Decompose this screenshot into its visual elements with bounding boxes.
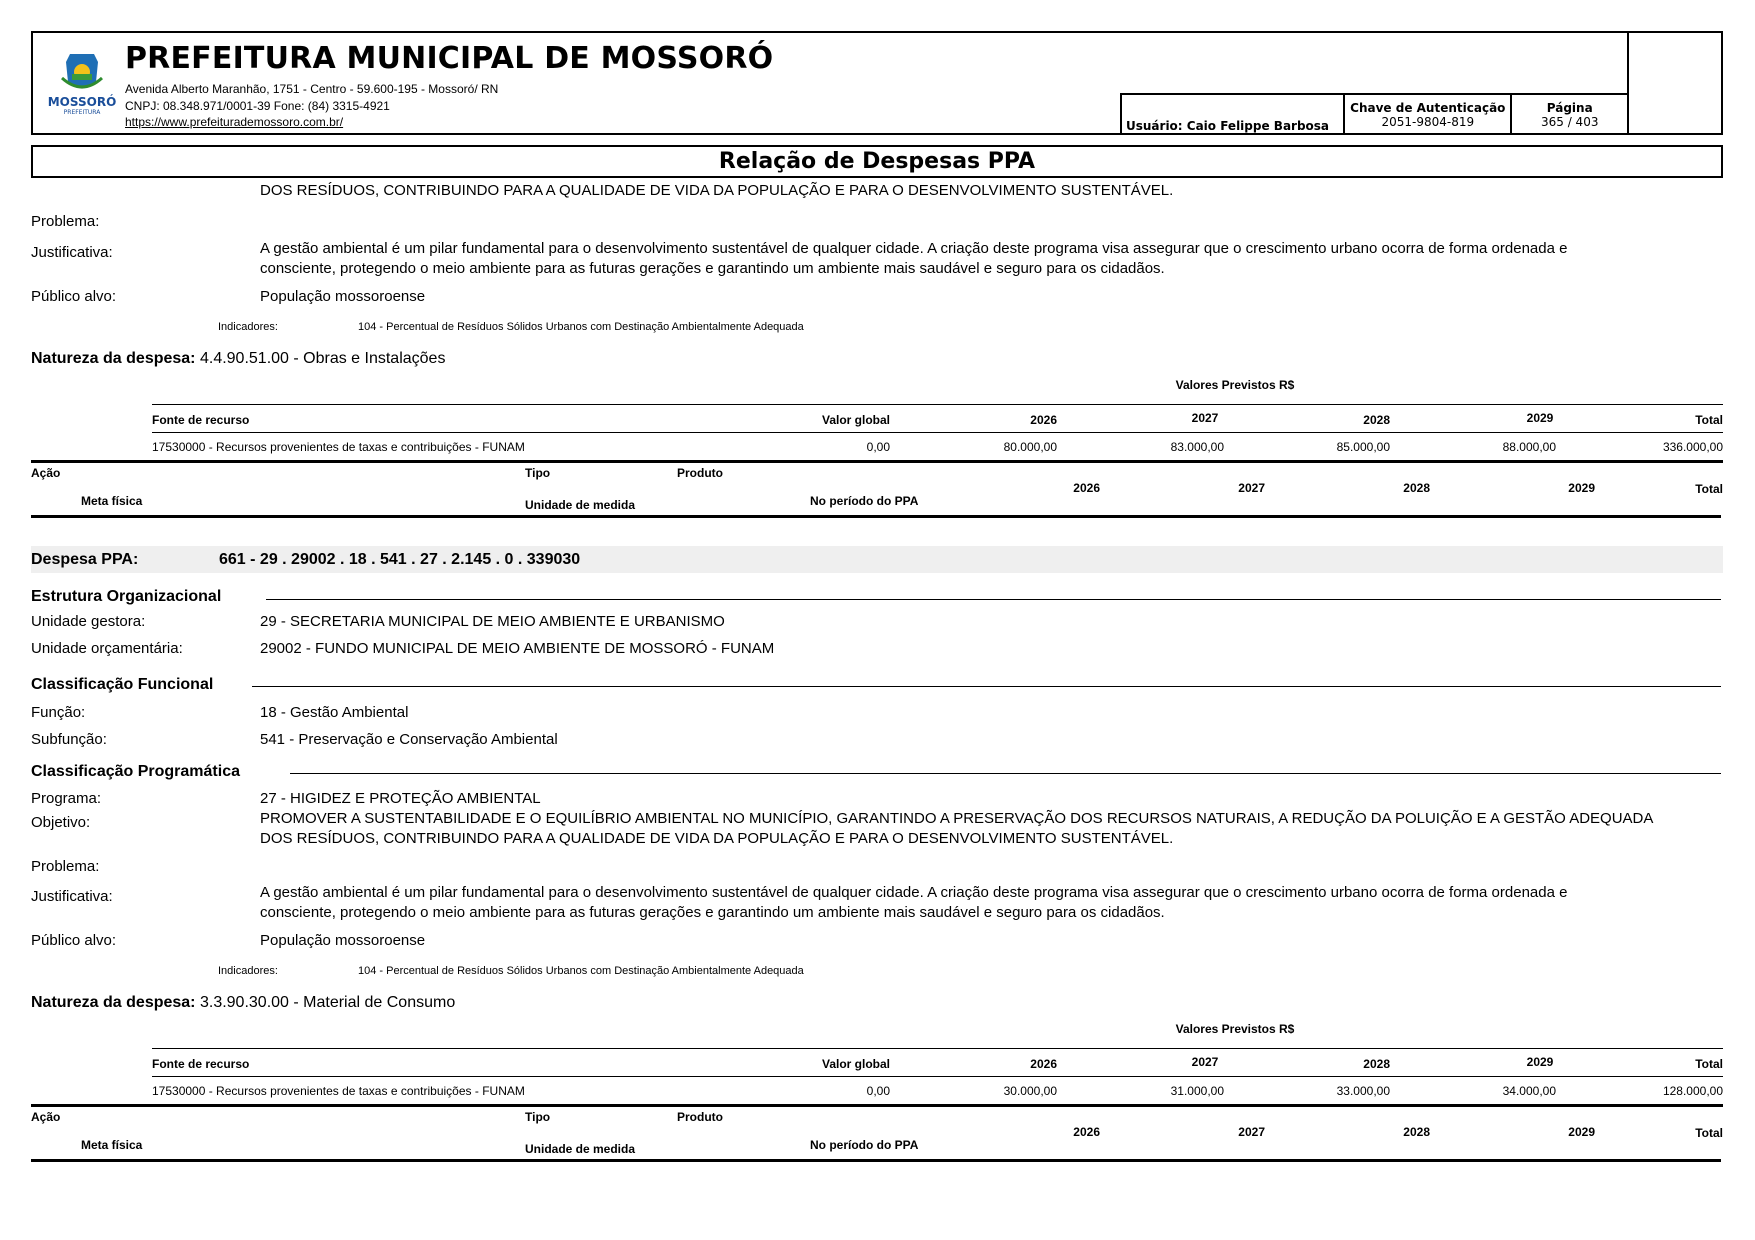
- divider: [266, 599, 1721, 600]
- publico-label: Público alvo:: [31, 932, 117, 949]
- col-valor-global: Valor global: [821, 413, 890, 427]
- valores-previstos-header: Valores Previstos R$: [1175, 378, 1295, 392]
- mossoro-logo: [46, 48, 118, 118]
- unidade-gestora-value: 29 - SECRETARIA MUNICIPAL DE MEIO AMBIENTE E URBANISMO: [260, 613, 725, 630]
- justificativa-line1: A gestão ambiental é um pilar fundamental para o desenvolvimento sustentável de qualquer cidade. A criação deste programa visa assegurar que o crescimento urbano ocorra de forma ordenada e: [260, 884, 1568, 901]
- meta-fisica-header: Meta física: [81, 494, 143, 508]
- divider: [31, 1159, 1721, 1162]
- indicadores-value: 104 - Percentual de Resíduos Sólidos Urbanos com Destinação Ambientalmente Adequada: [358, 321, 804, 333]
- col-total: Total: [1695, 1057, 1723, 1071]
- meta-2029-header: 2029: [1568, 481, 1595, 495]
- justificativa-line2: consciente, protegendo o meio ambiente para as futuras gerações e garantindo um ambiente mais saudável e seguro para os cidadãos.: [260, 904, 1165, 921]
- coat-of-arms-icon: [46, 48, 118, 118]
- col-2027: 2027: [1191, 411, 1219, 425]
- value-2029-cell: 34.000,00: [1502, 1084, 1556, 1098]
- tipo-header: Tipo: [525, 1110, 551, 1124]
- col-2027: 2027: [1191, 1055, 1219, 1069]
- value-2026-cell: 30.000,00: [1003, 1084, 1057, 1098]
- unidade-header: Unidade de medida: [525, 498, 636, 512]
- publico-label: Público alvo:: [31, 288, 117, 305]
- section-funcional: Classificação Funcional: [31, 676, 214, 693]
- header-blank-cell: [1627, 31, 1723, 135]
- tipo-header: Tipo: [525, 466, 551, 480]
- col-2028: 2028: [1363, 1057, 1390, 1071]
- programa-value: 27 - HIGIDEZ E PROTEÇÃO AMBIENTAL: [260, 790, 541, 807]
- problema-label: Problema:: [31, 858, 100, 875]
- total-cell: 128.000,00: [1662, 1084, 1723, 1098]
- acao-header: Ação: [31, 466, 61, 480]
- col-fonte: Fonte de recurso: [152, 1057, 250, 1071]
- logo-subtext: PREFEITURA: [63, 109, 101, 116]
- col-2026: 2026: [1030, 413, 1057, 427]
- natureza-label: Natureza da despesa:: [31, 350, 196, 367]
- org-cnpj-phone: CNPJ: 08.348.971/0001-39 Fone: (84) 3315-4921: [125, 99, 390, 113]
- publico-value: População mossoroense: [260, 288, 426, 305]
- funcao-label: Função:: [31, 704, 86, 721]
- justificativa-line1: A gestão ambiental é um pilar fundamental para o desenvolvimento sustentável de qualquer cidade. A criação deste programa visa assegurar que o crescimento urbano ocorra de forma ordenada e: [260, 240, 1568, 257]
- objective-tail: DOS RESÍDUOS, CONTRIBUINDO PARA A QUALIDADE DE VIDA DA POPULAÇÃO E PARA O DESENVOLVIMENTO SUSTENTÁVEL.: [260, 182, 1174, 199]
- col-2029: 2029: [1526, 411, 1554, 425]
- meta-fisica-header: Meta física: [81, 1138, 143, 1152]
- objetivo-label: Objetivo:: [31, 814, 91, 831]
- subfuncao-value: 541 - Preservação e Conservação Ambiental: [260, 731, 558, 748]
- valor-global-cell: 0,00: [866, 440, 890, 454]
- programa-label: Programa:: [31, 790, 102, 807]
- indicadores-value: 104 - Percentual de Resíduos Sólidos Urbanos com Destinação Ambientalmente Adequada: [358, 965, 804, 977]
- divider: [152, 1076, 1723, 1077]
- section-programatica: Classificação Programática: [31, 763, 240, 780]
- unidade-orc-value: 29002 - FUNDO MUNICIPAL DE MEIO AMBIENTE DE MOSSORÓ - FUNAM: [260, 640, 775, 657]
- col-2028: 2028: [1363, 413, 1390, 427]
- divider: [31, 515, 1721, 518]
- col-total: Total: [1695, 413, 1723, 427]
- divider: [152, 404, 1723, 405]
- col-2029: 2029: [1526, 1055, 1554, 1069]
- org-address: Avenida Alberto Maranhão, 1751 - Centro - 59.600-195 - Mossoró/ RN: [125, 82, 499, 96]
- org-name: PREFEITURA MUNICIPAL DE MOSSORÓ: [125, 41, 774, 76]
- valores-previstos-header: Valores Previstos R$: [1175, 1022, 1295, 1036]
- acao-header: Ação: [31, 1110, 61, 1124]
- justificativa-label: Justificativa:: [31, 888, 113, 905]
- meta-2028-header: 2028: [1403, 1125, 1430, 1139]
- meta-total-header: Total: [1695, 1126, 1723, 1140]
- natureza-value: 3.3.90.30.00 - Material de Consumo: [199, 994, 456, 1011]
- periodo-header: No período do PPA: [810, 1138, 919, 1152]
- report-title: Relação de Despesas PPA: [31, 145, 1723, 178]
- col-fonte: Fonte de recurso: [152, 413, 250, 427]
- meta-2027-header: 2027: [1238, 1125, 1265, 1139]
- value-2027-cell: 31.000,00: [1170, 1084, 1224, 1098]
- auth-key-label: Chave de Autenticação: [1350, 101, 1506, 115]
- value-2027-cell: 83.000,00: [1170, 440, 1224, 454]
- org-website-link[interactable]: https://www.prefeiturademossoro.com.br/: [125, 115, 344, 129]
- divider: [152, 1048, 1723, 1049]
- despesa-label: Despesa PPA:: [31, 551, 139, 568]
- value-2028-cell: 85.000,00: [1336, 440, 1390, 454]
- auth-key-value: 2051-9804-819: [1381, 115, 1475, 129]
- periodo-header: No período do PPA: [810, 494, 919, 508]
- produto-header: Produto: [677, 466, 723, 480]
- value-2028-cell: 33.000,00: [1336, 1084, 1390, 1098]
- unidade-header: Unidade de medida: [525, 1142, 636, 1156]
- objetivo-line1: PROMOVER A SUSTENTABILIDADE E O EQUILÍBRIO AMBIENTAL NO MUNICÍPIO, GARANTINDO A PRESERVAÇÃO DOS RECURSOS NATURAIS, A REDUÇÃO DA POLUIÇÃO E A GESTÃO ADEQUADA: [260, 810, 1654, 827]
- auth-key-cell: [1345, 95, 1512, 135]
- indicadores-label: Indicadores:: [218, 321, 278, 333]
- meta-2026-header: 2026: [1073, 481, 1100, 495]
- natureza-row: [31, 994, 455, 1012]
- fonte-cell: 17530000 - Recursos provenientes de taxas e contribuições - FUNAM: [152, 1084, 525, 1098]
- valor-global-cell: 0,00: [866, 1084, 890, 1098]
- fonte-cell: 17530000 - Recursos provenientes de taxas e contribuições - FUNAM: [152, 440, 525, 454]
- info-box: [1120, 93, 1629, 135]
- col-valor-global: Valor global: [821, 1057, 890, 1071]
- divider: [31, 1104, 1723, 1107]
- subfuncao-label: Subfunção:: [31, 731, 107, 748]
- meta-2028-header: 2028: [1403, 481, 1430, 495]
- divider: [152, 432, 1723, 433]
- objetivo-line2: DOS RESÍDUOS, CONTRIBUINDO PARA A QUALIDADE DE VIDA DA POPULAÇÃO E PARA O DESENVOLVIMENTO SUSTENTÁVEL.: [260, 830, 1174, 847]
- produto-header: Produto: [677, 1110, 723, 1124]
- justificativa-label: Justificativa:: [31, 244, 113, 261]
- meta-total-header: Total: [1695, 482, 1723, 496]
- meta-2026-header: 2026: [1073, 1125, 1100, 1139]
- funcao-value: 18 - Gestão Ambiental: [260, 704, 409, 721]
- section-estrutura: Estrutura Organizacional: [31, 588, 222, 605]
- divider: [290, 773, 1721, 774]
- value-2026-cell: 80.000,00: [1003, 440, 1057, 454]
- despesa-value: 661 - 29 . 29002 . 18 . 541 . 27 . 2.145 . 0 . 339030: [219, 551, 581, 568]
- natureza-label: Natureza da despesa:: [31, 994, 196, 1011]
- user-label: Usuário: Caio Felippe Barbosa: [1126, 119, 1330, 133]
- meta-2029-header: 2029: [1568, 1125, 1595, 1139]
- page-label: Página: [1546, 101, 1593, 115]
- page-cell: [1512, 95, 1629, 135]
- col-2026: 2026: [1030, 1057, 1057, 1071]
- logo-text: MOSSORÓ: [47, 95, 117, 109]
- value-2029-cell: 88.000,00: [1502, 440, 1556, 454]
- indicadores-label: Indicadores:: [218, 965, 278, 977]
- divider: [252, 686, 1721, 687]
- page-value: 365 / 403: [1540, 115, 1599, 129]
- publico-value: População mossoroense: [260, 932, 426, 949]
- unidade-orc-label: Unidade orçamentária:: [31, 640, 183, 657]
- divider: [31, 460, 1723, 463]
- total-cell: 336.000,00: [1662, 440, 1723, 454]
- unidade-gestora-label: Unidade gestora:: [31, 613, 146, 630]
- justificativa-line2: consciente, protegendo o meio ambiente para as futuras gerações e garantindo um ambiente mais saudável e seguro para os cidadãos.: [260, 260, 1165, 277]
- user-cell: [1122, 95, 1345, 135]
- natureza-row: [31, 350, 445, 368]
- meta-2027-header: 2027: [1238, 481, 1265, 495]
- natureza-value: 4.4.90.51.00 - Obras e Instalações: [199, 350, 446, 367]
- problema-label: Problema:: [31, 213, 100, 230]
